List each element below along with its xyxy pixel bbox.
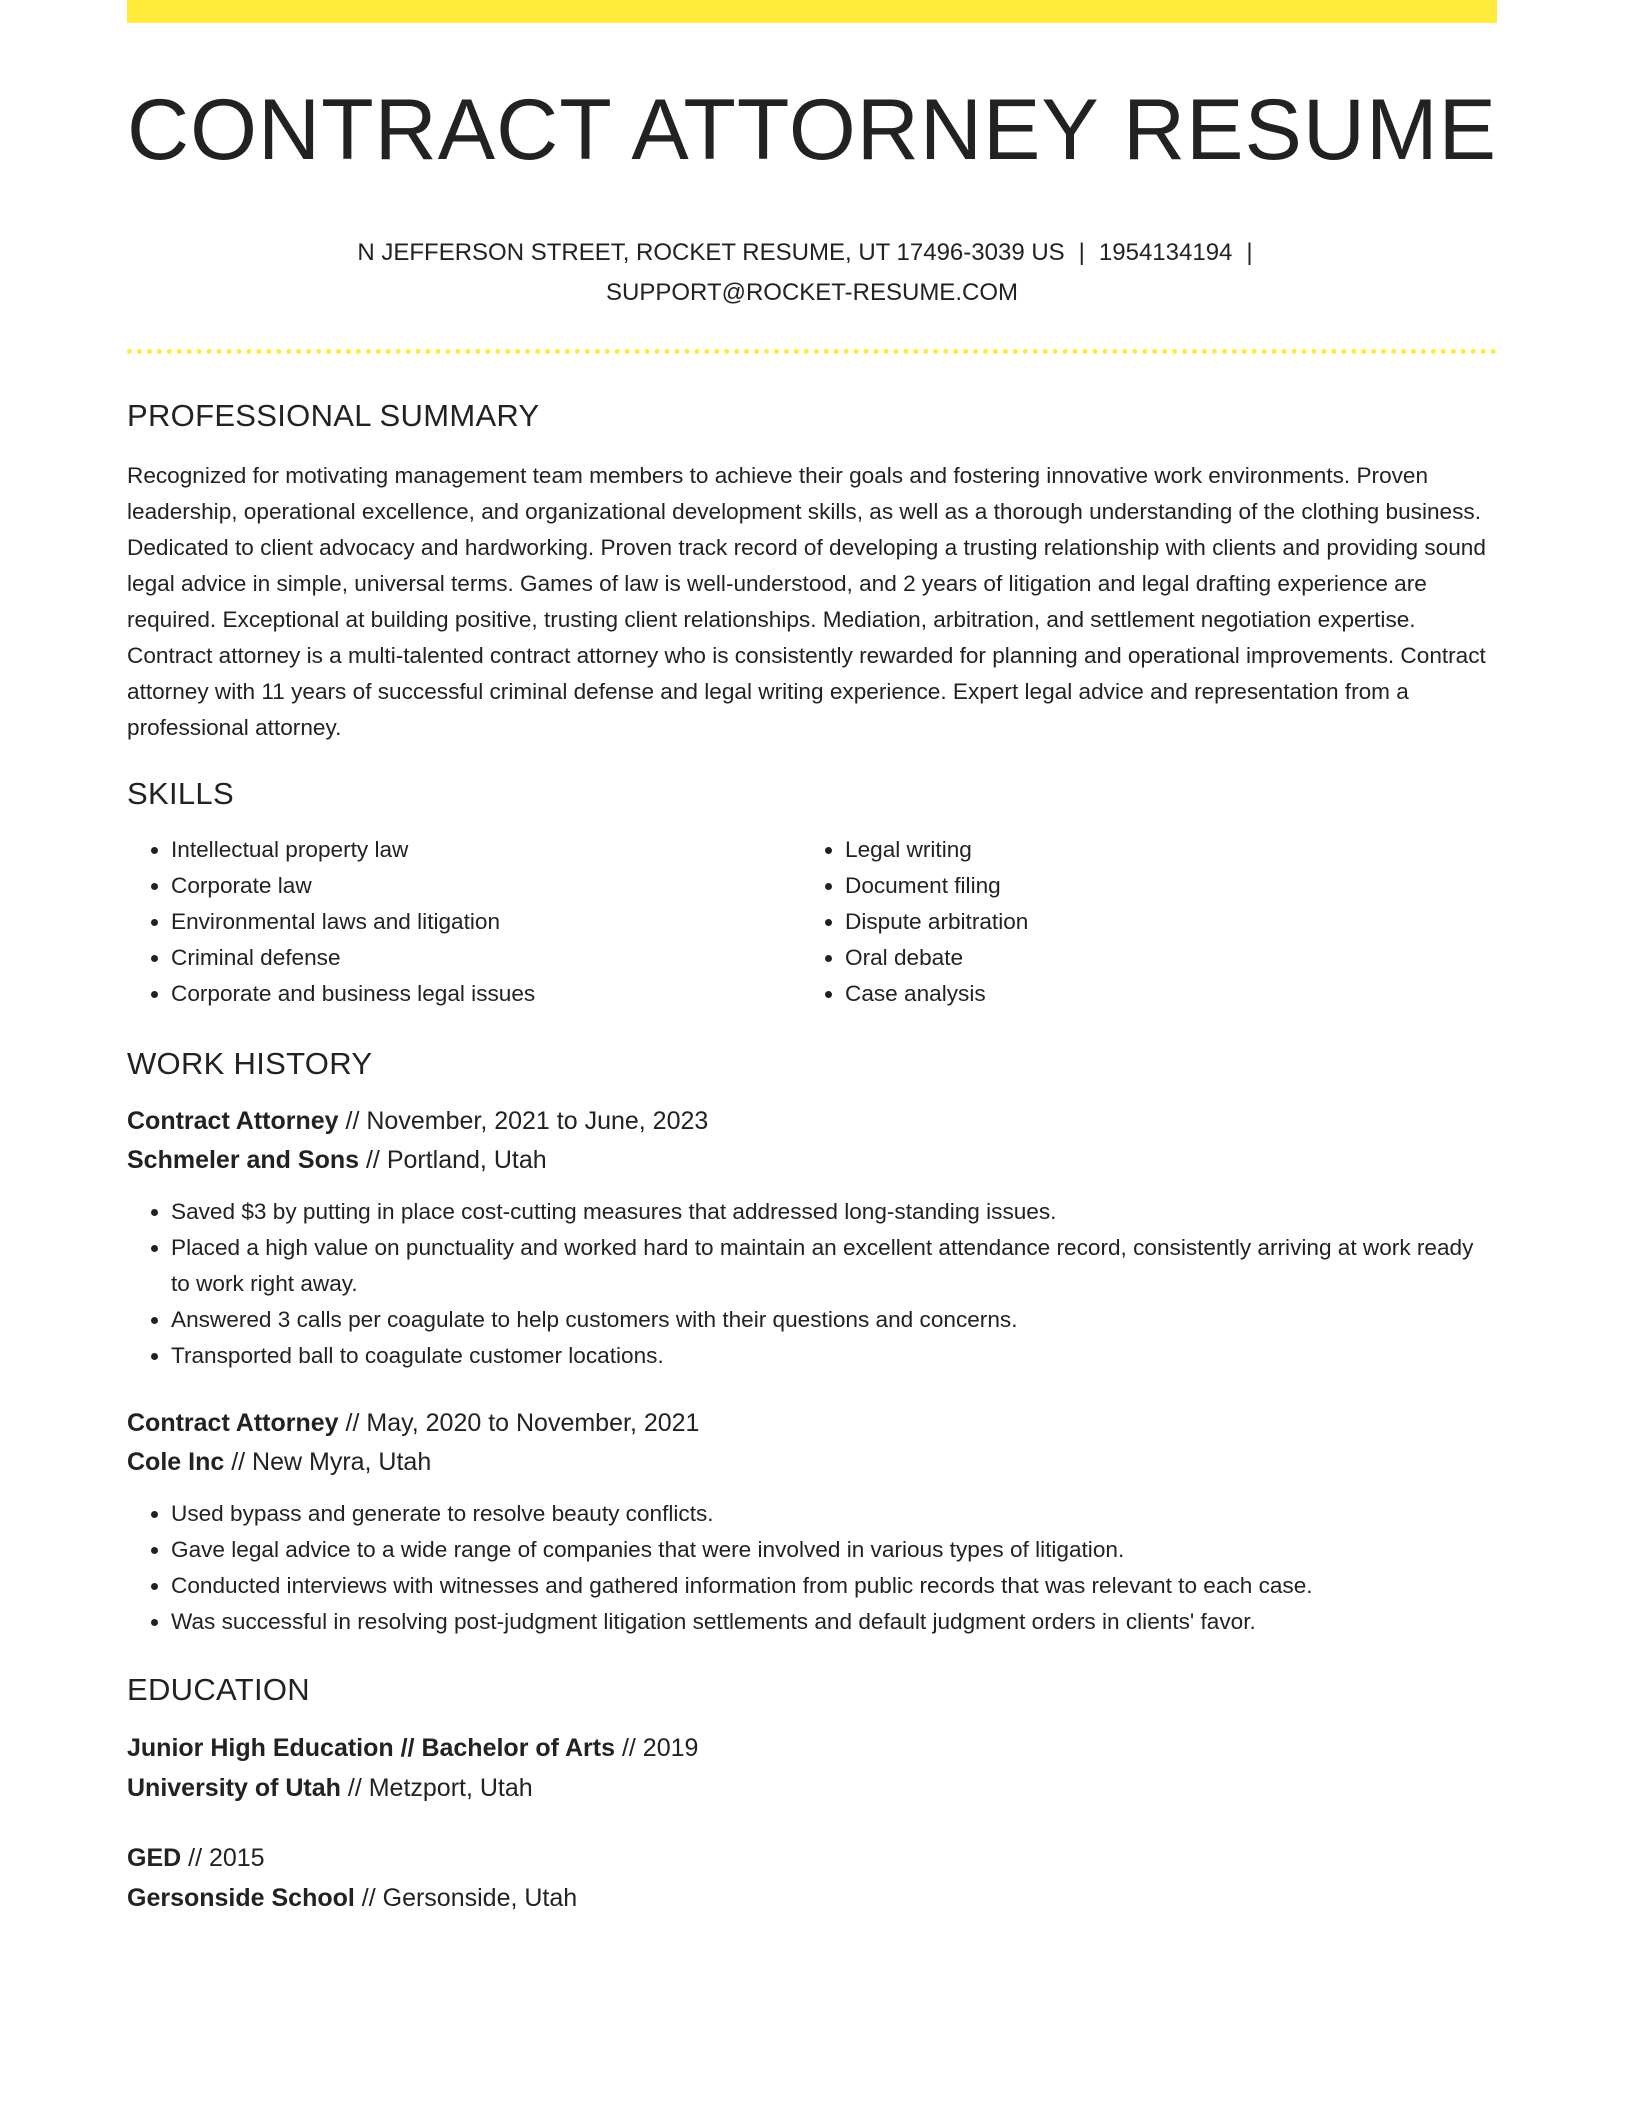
- page-title: CONTRACT ATTORNEY RESUME: [127, 82, 1497, 178]
- education-year: // 2015: [181, 1844, 265, 1872]
- education-year: // 2019: [615, 1734, 699, 1762]
- skills-column-left: [127, 832, 801, 1012]
- job-title-line: [127, 1102, 1497, 1141]
- job-entry: [127, 1102, 1497, 1374]
- summary-text: Recognized for motivating management team members to achieve their goals and fostering innovative work environments. Proven leadership, operational excellence, and organizational development skills, as well as a thorough understanding of the clothing business. Dedicated to client advocacy and hardworking. Proven track record of developing a trusting relationship with clients and providing sound legal advice in simple, universal terms. Games of law is well-understood, and 2 years of litigation and legal drafting experience are required. Exceptional at building positive, trusting client relationships. Mediation, arbitration, and settlement negotiation expertise. Contract attorney is a multi-talented contract attorney who is consistently rewarded for planning and operational improvements. Contract attorney with 11 years of successful criminal defense and legal writing experience. Expert legal advice and representation from a professional attorney.: [127, 463, 1486, 740]
- job-bullet: • Placed a high value on punctuality and worked hard to maintain an excellent attendance record, consistently arriving at work ready to work right away.: [171, 1230, 1497, 1302]
- skill-item: • Legal writing: [845, 832, 1475, 868]
- job-dates: // November, 2021 to June, 2023: [338, 1107, 709, 1135]
- resume-page: [127, 0, 1497, 1918]
- job-bullet: • Saved $3 by putting in place cost-cutting measures that addressed long-standing issues.: [171, 1194, 1497, 1230]
- job-company-line: [127, 1443, 1497, 1482]
- education-degree-line: [127, 1838, 1497, 1878]
- education-degree: Junior High Education // Bachelor of Arts: [127, 1734, 616, 1762]
- contact-info: [127, 233, 1497, 313]
- education-school-line: [127, 1768, 1497, 1808]
- dotted-divider: [127, 349, 1497, 354]
- job-location: // New Myra, Utah: [224, 1448, 432, 1476]
- job-role: Contract Attorney: [127, 1409, 339, 1437]
- job-entry: [127, 1404, 1497, 1640]
- skills-column-right: [801, 832, 1475, 1012]
- skill-item: • Corporate law: [171, 868, 801, 904]
- skill-item: • Environmental laws and litigation: [171, 904, 801, 940]
- job-bullet: • Answered 3 calls per coagulate to help customers with their questions and concerns.: [171, 1302, 1497, 1338]
- job-bullets: [127, 1194, 1497, 1374]
- education-degree: GED: [127, 1844, 182, 1872]
- job-bullet: • Conducted interviews with witnesses and gathered information from public records that was relevant to each case.: [171, 1568, 1497, 1604]
- education-entry: [127, 1838, 1497, 1918]
- skill-item: • Oral debate: [845, 940, 1475, 976]
- job-location: // Portland, Utah: [359, 1146, 547, 1174]
- education-location: // Metzport, Utah: [340, 1774, 533, 1802]
- job-dates: // May, 2020 to November, 2021: [338, 1409, 700, 1437]
- accent-bar: [127, 0, 1497, 23]
- work-history-heading: WORK HISTORY: [127, 1046, 373, 1081]
- skill-item: • Document filing: [845, 868, 1475, 904]
- job-bullets: [127, 1496, 1497, 1640]
- job-bullet: • Used bypass and generate to resolve beauty conflicts.: [171, 1496, 1497, 1532]
- skill-item: • Corporate and business legal issues: [171, 976, 801, 1012]
- address: N JEFFERSON STREET, ROCKET RESUME, UT 17496-3039 US: [357, 239, 1065, 266]
- job-company-line: [127, 1141, 1497, 1180]
- skill-item: • Case analysis: [845, 976, 1475, 1012]
- education-entry: [127, 1728, 1497, 1808]
- skills-list: [127, 832, 1497, 1012]
- job-role: Contract Attorney: [127, 1107, 339, 1135]
- skills-heading: SKILLS: [127, 776, 234, 811]
- education-school-line: [127, 1878, 1497, 1918]
- education-school: University of Utah: [127, 1774, 341, 1802]
- job-bullet: • Gave legal advice to a wide range of companies that were involved in various types of litigation.: [171, 1532, 1497, 1568]
- summary-heading: PROFESSIONAL SUMMARY: [127, 398, 540, 433]
- skill-item: • Intellectual property law: [171, 832, 801, 868]
- separator: |: [1078, 239, 1085, 266]
- job-bullet: • Transported ball to coagulate customer locations.: [171, 1338, 1497, 1374]
- education-school: Gersonside School: [127, 1884, 355, 1912]
- education-degree-line: [127, 1728, 1497, 1768]
- job-bullet: • Was successful in resolving post-judgment litigation settlements and default judgment orders in clients' favor.: [171, 1604, 1497, 1640]
- skill-item: • Criminal defense: [171, 940, 801, 976]
- skill-item: • Dispute arbitration: [845, 904, 1475, 940]
- email: SUPPORT@ROCKET-RESUME.COM: [606, 279, 1018, 306]
- job-title-line: [127, 1404, 1497, 1443]
- phone: 1954134194: [1098, 239, 1233, 266]
- separator: |: [1246, 239, 1253, 266]
- education-heading: EDUCATION: [127, 1672, 310, 1707]
- job-company: Cole Inc: [127, 1448, 225, 1476]
- job-company: Schmeler and Sons: [127, 1146, 360, 1174]
- education-location: // Gersonside, Utah: [354, 1884, 578, 1912]
